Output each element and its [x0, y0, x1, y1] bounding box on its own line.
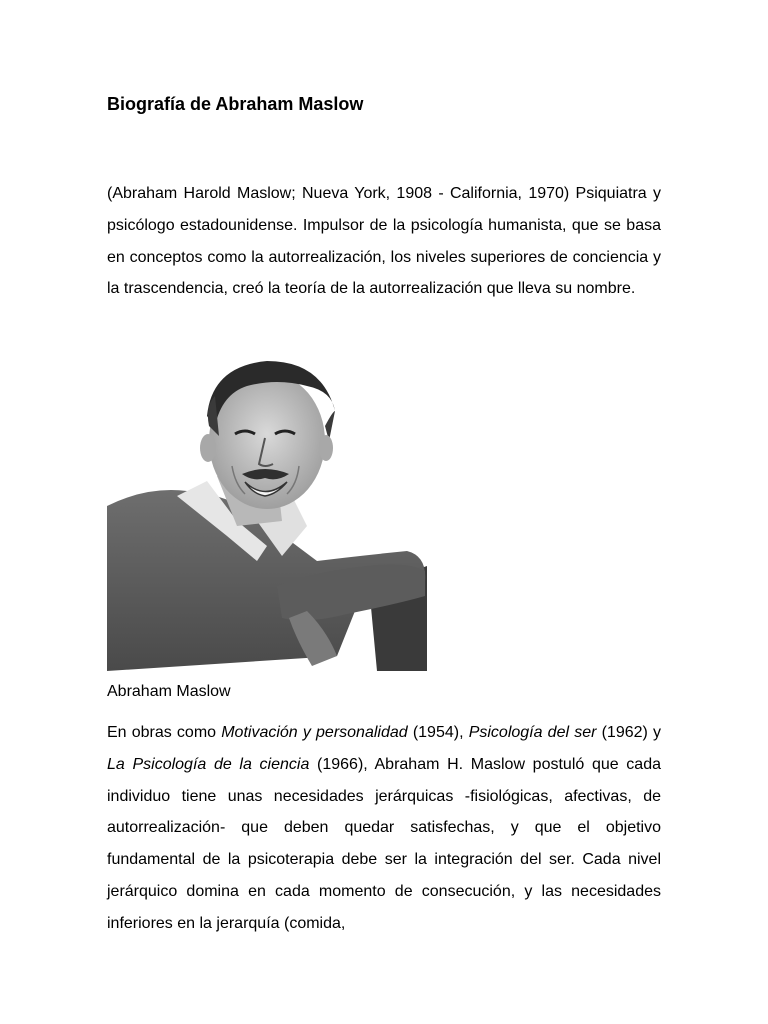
document-title: Biografía de Abraham Maslow	[107, 94, 364, 114]
body-text-year-1954: (1954),	[407, 724, 469, 741]
intro-paragraph: (Abraham Harold Maslow; Nueva York, 1908 - California, 1970) Psiquiatra y psicólogo estadounidense. Impulsor de la psicología humanista, que se basa en conceptos como la autorrealización, los niveles superiores de conciencia y la trascendencia, creó la teoría de la autorrealización que lleva su nombre.	[107, 185, 661, 298]
portrait-photo	[107, 356, 427, 671]
work-title-motivacion: Motivación y personalidad	[221, 724, 408, 741]
work-title-psicologia-del-ser: Psicología del ser	[468, 724, 597, 741]
work-title-psicologia-ciencia: La Psicología de la ciencia	[107, 755, 310, 773]
body-text-year-1962: (1962) y	[596, 724, 661, 741]
body-text-start: En obras como	[107, 724, 222, 741]
body-paragraph	[107, 717, 661, 940]
photo-caption: Abraham Maslow	[107, 683, 231, 700]
body-text-rest: (1966), Abraham H. Maslow postuló que cada individuo tiene unas necesidades jerárquicas -fisiológicas, afectivas, de autorrealización- que deben quedar satisfechas, y que el objetivo fundamental de la psicoterapia debe ser la integración del ser. Cada nivel jerárquico domina en cada momento de consecución, y las necesidades inferiores en la jerarquía (comida,	[107, 755, 662, 932]
